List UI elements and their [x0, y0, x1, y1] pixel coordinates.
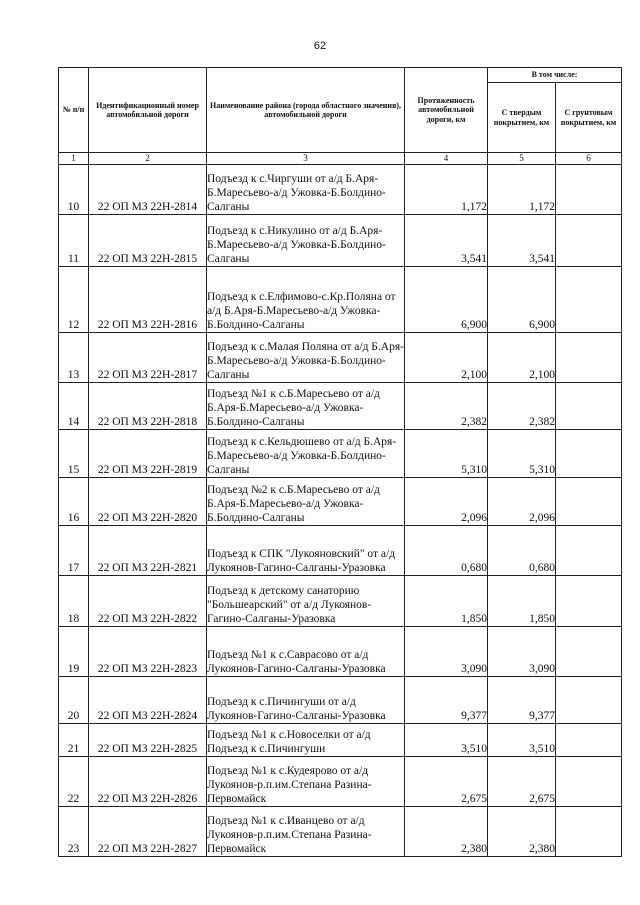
road-length: 2,380: [405, 807, 488, 857]
road-dirt-surface: [556, 478, 622, 526]
page-number: 62: [313, 40, 327, 52]
road-length: 6,900: [405, 267, 488, 333]
header-hard: С твердым покрытием, км: [488, 83, 556, 153]
table-row: [59, 757, 622, 807]
table-row: [59, 267, 622, 333]
road-dirt-surface: [556, 627, 622, 677]
road-length: 2,675: [405, 757, 488, 807]
road-id: 22 ОП МЗ 22Н-2815: [89, 215, 207, 267]
row-number: 18: [59, 576, 89, 627]
road-hard-surface: 9,377: [488, 677, 556, 724]
road-dirt-surface: [556, 333, 622, 383]
road-dirt-surface: [556, 576, 622, 627]
header-length: Протяженность автомобильной дороги, км: [405, 68, 488, 153]
road-id: 22 ОП МЗ 22Н-2825: [89, 724, 207, 757]
table-row: [59, 165, 622, 215]
column-numbers-row: [59, 153, 622, 165]
row-number: 12: [59, 267, 89, 333]
road-name: Подъезд к с.Кельдюшево от а/д Б.Аря-Б.Маресьево-а/д Ужовка-Б.Болдино-Салганы: [207, 430, 405, 478]
road-name: Подъезд к СПК "Лукояновский" от а/д Лукоянов-Гагино-Салганы-Уразовка: [207, 526, 405, 576]
road-name: Подъезд к с.Чиргуши от а/д Б.Аря-Б.Маресьево-а/д Ужовка-Б.Болдино-Салганы: [207, 165, 405, 215]
road-name: Подъезд №1 к с.Кудеярово от а/д Лукоянов-р.п.им.Степана Разина-Первомайск: [207, 757, 405, 807]
row-number: 22: [59, 757, 89, 807]
table-row: [59, 677, 622, 724]
table-header: [59, 68, 622, 165]
table-row: [59, 576, 622, 627]
road-length: 3,090: [405, 627, 488, 677]
road-dirt-surface: [556, 677, 622, 724]
road-dirt-surface: [556, 165, 622, 215]
road-hard-surface: 2,380: [488, 807, 556, 857]
road-name: Подъезд к с.Пичингуши от а/д Лукоянов-Гагино-Салганы-Уразовка: [207, 677, 405, 724]
road-hard-surface: 2,675: [488, 757, 556, 807]
road-length: 2,382: [405, 383, 488, 430]
row-number: 21: [59, 724, 89, 757]
header-num: № п/п: [59, 68, 89, 153]
road-hard-surface: 3,510: [488, 724, 556, 757]
road-length: 2,096: [405, 478, 488, 526]
road-id: 22 ОП МЗ 22Н-2816: [89, 267, 207, 333]
road-name: Подъезд №1 к с.Иванцево от а/д Лукоянов-р.п.им.Степана Разина-Первомайск: [207, 807, 405, 857]
road-name: Подъезд к с.Малая Поляна от а/д Б.Аря-Б.Маресьево-а/д Ужовка-Б.Болдино-Салганы: [207, 333, 405, 383]
road-length: 3,541: [405, 215, 488, 267]
road-hard-surface: 3,090: [488, 627, 556, 677]
road-hard-surface: 5,310: [488, 430, 556, 478]
road-dirt-surface: [556, 526, 622, 576]
table-row: [59, 526, 622, 576]
column-number: 4: [405, 153, 488, 165]
road-length: 3,510: [405, 724, 488, 757]
road-name: Подъезд №1 к с.Б.Маресьево от а/д Б.Аря-Б.Маресьево-а/д Ужовка-Б.Болдино-Салганы: [207, 383, 405, 430]
road-length: 1,172: [405, 165, 488, 215]
road-length: 1,850: [405, 576, 488, 627]
row-number: 20: [59, 677, 89, 724]
road-id: 22 ОП МЗ 22Н-2819: [89, 430, 207, 478]
road-id: 22 ОП МЗ 22Н-2826: [89, 757, 207, 807]
road-id: 22 ОП МЗ 22Н-2827: [89, 807, 207, 857]
road-length: 9,377: [405, 677, 488, 724]
table-row: [59, 333, 622, 383]
column-number: 1: [59, 153, 89, 165]
row-number: 15: [59, 430, 89, 478]
road-dirt-surface: [556, 757, 622, 807]
column-number: 6: [556, 153, 622, 165]
road-dirt-surface: [556, 430, 622, 478]
road-id: 22 ОП МЗ 22Н-2823: [89, 627, 207, 677]
row-number: 16: [59, 478, 89, 526]
row-number: 23: [59, 807, 89, 857]
road-dirt-surface: [556, 383, 622, 430]
road-id: 22 ОП МЗ 22Н-2817: [89, 333, 207, 383]
road-length: 2,100: [405, 333, 488, 383]
road-name: Подъезд №1 к с.Саврасово от а/д Лукоянов-Гагино-Салганы-Уразовка: [207, 627, 405, 677]
road-id: 22 ОП МЗ 22Н-2818: [89, 383, 207, 430]
road-id: 22 ОП МЗ 22Н-2814: [89, 165, 207, 215]
column-number: 5: [488, 153, 556, 165]
road-dirt-surface: [556, 807, 622, 857]
row-number: 10: [59, 165, 89, 215]
road-id: 22 ОП МЗ 22Н-2820: [89, 478, 207, 526]
table-row: [59, 383, 622, 430]
road-hard-surface: 2,100: [488, 333, 556, 383]
table-row: [59, 807, 622, 857]
table-row: [59, 430, 622, 478]
header-including: В том числе:: [488, 68, 622, 83]
table-body: [59, 165, 622, 857]
road-hard-surface: 2,382: [488, 383, 556, 430]
row-number: 13: [59, 333, 89, 383]
road-id: 22 ОП МЗ 22Н-2821: [89, 526, 207, 576]
road-hard-surface: 1,850: [488, 576, 556, 627]
table-row: [59, 627, 622, 677]
roads-table: [58, 67, 622, 857]
road-name: Подъезд к с.Никулино от а/д Б.Аря-Б.Маресьево-а/д Ужовка-Б.Болдино-Салганы: [207, 215, 405, 267]
row-number: 19: [59, 627, 89, 677]
row-number: 14: [59, 383, 89, 430]
road-hard-surface: 3,541: [488, 215, 556, 267]
row-number: 11: [59, 215, 89, 267]
road-hard-surface: 1,172: [488, 165, 556, 215]
header-id: Идентификационный номер автомобильной дороги: [89, 68, 207, 153]
road-hard-surface: 2,096: [488, 478, 556, 526]
road-name: Подъезд к с.Елфимово-с.Кр.Поляна от а/д Б.Аря-Б.Маресьево-а/д Ужовка-Б.Болдино-Салганы: [207, 267, 405, 333]
table-row: [59, 478, 622, 526]
road-id: 22 ОП МЗ 22Н-2824: [89, 677, 207, 724]
road-hard-surface: 0,680: [488, 526, 556, 576]
column-number: 3: [207, 153, 405, 165]
road-hard-surface: 6,900: [488, 267, 556, 333]
table-row: [59, 215, 622, 267]
header-dirt: С грунтовым покрытием, км: [556, 83, 622, 153]
road-name: Подъезд №2 к с.Б.Маресьево от а/д Б.Аря-Б.Маресьево-а/д Ужовка-Б.Болдино-Салганы: [207, 478, 405, 526]
road-length: 5,310: [405, 430, 488, 478]
road-length: 0,680: [405, 526, 488, 576]
road-dirt-surface: [556, 724, 622, 757]
row-number: 17: [59, 526, 89, 576]
road-name: Подъезд №1 к с.Новоселки от а/д Подъезд к с.Пичингуши: [207, 724, 405, 757]
header-name: Наименование района (города областного значения), автомобильной дороги: [207, 68, 405, 153]
column-number: 2: [89, 153, 207, 165]
road-dirt-surface: [556, 215, 622, 267]
table-row: [59, 724, 622, 757]
road-id: 22 ОП МЗ 22Н-2822: [89, 576, 207, 627]
road-dirt-surface: [556, 267, 622, 333]
road-name: Подъезд к детскому санаторию "Большеарский" от а/д Лукоянов-Гагино-Салганы-Уразовка: [207, 576, 405, 627]
